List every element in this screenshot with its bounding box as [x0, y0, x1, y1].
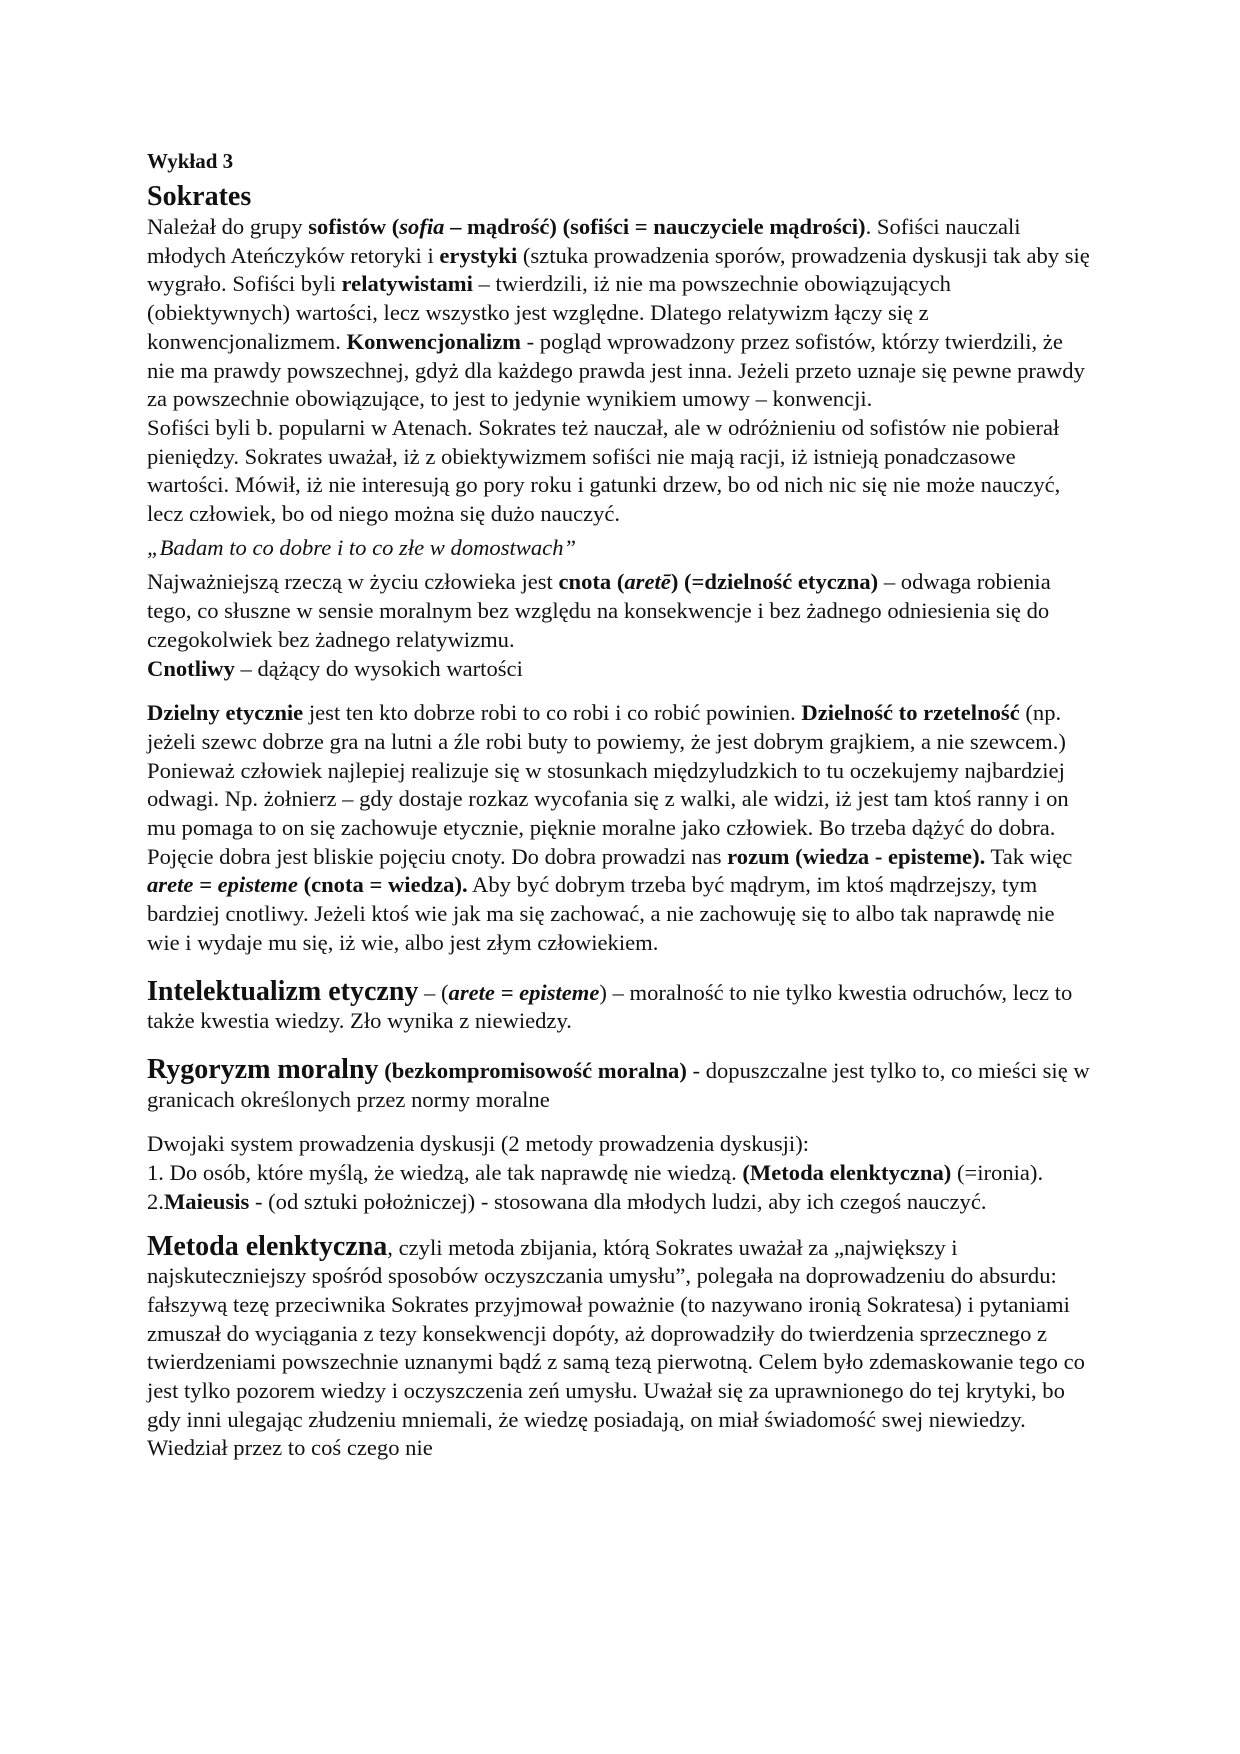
text-run: sofistów ( — [308, 214, 400, 239]
text-run: 1. Do osób, które myślą, że wiedzą, ale tak naprawdę nie wiedzą. — [147, 1160, 743, 1186]
list-item-elenctic — [147, 1159, 1092, 1188]
paragraph-moral-rigorism — [147, 1053, 1092, 1114]
text-run: Konwencjonalizm — [346, 328, 521, 354]
text-run: (np. jeżeli szewc dobrze gra na lutni a źle robi buty to powiemy, że jest dobrym grajkiem, a nie szewcem.) Ponieważ człowiek najlepiej realizuje się w stosunkach międzyludzkich to tu oczekujemy najbardziej odwagi. Np. żołnierz – gdy dostaje rozkaz wycofania się z walki, ale widzi, iż jest tam ktoś ranny i on mu pomaga to on się zachowuje etycznie, pięknie moralne jako człowiek. Bo trzeba dążyć do dobra. Pojęcie dobra jest bliskie pojęciu cnoty. Do dobra prowadzi nas — [147, 700, 1069, 869]
text-run: ) – moralność to nie tylko kwestia odruchów, lecz to także kwestia wiedzy. Zło wynika z niewiedzy. — [147, 979, 1073, 1034]
text-run: - (od sztuki położniczej) - stosowana dla młodych ludzi, aby ich czegoś nauczyć. — [249, 1188, 987, 1214]
text-run: aretē — [624, 569, 671, 595]
text-run: Metoda elenktyczna — [147, 1230, 388, 1262]
text-run: 2. — [147, 1188, 164, 1214]
text-run: cnota ( — [558, 569, 625, 595]
text-run: arete = episteme — [147, 872, 298, 898]
text-run: Intelektualizm etyczny — [147, 975, 419, 1007]
text-run: – — [444, 214, 468, 239]
text-run: – odwaga robienia tego, co słuszne w sensie moralnym bez względu na konsekwencje i bez żadnego odniesienia się do czegokolwiek bez żadnego relatywizmu. — [147, 569, 1051, 652]
text-run: Najważniejszą rzeczą w życiu człowieka jest — [147, 569, 559, 595]
quote: „Badam to co dobre i to co złe w domostwach” — [147, 534, 577, 560]
paragraph-ethical-intellectualism — [147, 975, 1092, 1036]
text-run: Tak więc — [985, 843, 1073, 869]
paragraph-virtue — [147, 568, 1092, 654]
text-run: Aby być dobrym trzeba być mądrym, im ktoś mądrzejszy, tym bardziej cnotliwy. Jeżeli ktoś wie jak ma się zachować, a nie zachowuję się to albo tak naprawdę nie wie i wydaje mu się, iż wie, albo jest złym człowiekiem. — [147, 872, 1055, 955]
text-run: . Sofiści nauczali młodych Ateńczyków retoryki i — [147, 214, 1021, 268]
text-run: , czyli metoda zbijania, którą Sokrates uważał za „największy i najskuteczniejszy spośród sposobów oczyszczania umysłu”, polegała na doprowadzeniu do absurdu: fałszywą tezę przeciwnika Sokrates przyjmował poważnie (to nazywano ironią Sokratesa) i pytaniami zmuszał do wyciągania z tezy konsekwencji dopóty, aż doprowadziły do twierdzenia sprzecznego z twierdzeniami powszechnie uznanymi bądź z samą tezą pierwotną. Celem było zdemaskowanie tego co jest tylko pozorem wiedzy i oczyszczenia zeń umysłu. Uważał się za uprawnionego do tej krytyki, bo gdy inni ulegając złudzeniu mniemali, że wiedzę posiadają, on miał świadomość swej niewiedzy. Wiedział przez to coś czego nie — [147, 1234, 1085, 1461]
page-title: Sokrates — [147, 181, 252, 212]
paragraph-virtuous — [147, 655, 1092, 684]
text-run: – dążący do wysokich wartości — [234, 655, 523, 681]
text-run: (Metoda elenktyczna) — [742, 1160, 952, 1186]
paragraph-socrates-teaching: Sofiści byli b. popularni w Atenach. Sokrates też nauczał, ale w odróżnieniu od sofistów nie pobierał pieniędzy. Sokrates uważał, iż z obiektywizmem sofiści nie mają racji, iż istnieją ponadczasowe wartości. Mówił, iż nie interesują go pory roku i gatunki drzew, bo od nich nic się nie może nauczyć, lecz człowiek, bo od niego można się dużo nauczyć. — [147, 414, 1061, 527]
text-run: - dopuszczalne jest tylko to, co mieści się w granicach określonych przez normy moralne — [147, 1057, 1090, 1112]
text-run: sofia — [399, 214, 445, 239]
text-run: Maieusis — [163, 1188, 250, 1214]
text-run: (=ironia). — [951, 1160, 1044, 1186]
text-run: – twierdzili, iż nie ma powszechnie obowiązujących (obiektywnych) wartości, lecz wszystko jest względne. Dlatego relatywizm łączy się z konwencjonalizmem. — [147, 271, 951, 354]
text-run: jest ten kto dobrze robi to co robi i co robić powinien. — [303, 700, 802, 726]
text-run: Cnotliwy — [147, 655, 235, 681]
text-run: - pogląd wprowadzony przez sofistów, którzy twierdzili, że nie ma prawdy powszechnej, gdyż dla każdego prawda jest inna. Jeżeli przeto uznaje się pewne prawdy za powszechnie obowiązujące, to jest to jedynie wynikiem umowy – konwencji. — [147, 328, 1085, 412]
text-run: mądrość) (sofiści = nauczyciele mądrości) — [467, 214, 866, 239]
document-body — [147, 148, 1092, 1463]
text-run: Dzielny etycznie — [147, 700, 304, 726]
text-run: rozum (wiedza - episteme). — [727, 843, 986, 869]
text-run: Rygoryzm moralny — [147, 1053, 379, 1085]
text-run: (sztuka prowadzenia sporów, prowadzenia dyskusji tak aby się wygrało. Sofiści byli — [147, 242, 1090, 297]
paragraph-ethical-bravery — [147, 699, 1092, 957]
text-run: (bezkompromisowość moralna) — [384, 1057, 687, 1083]
lecture-heading: Wykład 3 — [147, 149, 234, 173]
text-run: erystyki — [439, 242, 518, 268]
paragraph-elenctic-method — [147, 1230, 1092, 1464]
paragraph-sophists — [147, 213, 1092, 414]
text-run: Należał do grupy — [147, 214, 309, 239]
list-item-maieusis — [147, 1188, 1092, 1217]
text-run: arete = episteme — [448, 979, 600, 1005]
text-run: (cnota = wiedza). — [303, 872, 468, 898]
text-run: relatywistami — [341, 271, 473, 297]
text-run: ) (=dzielność etyczna) — [670, 569, 879, 595]
text-run: – ( — [418, 979, 449, 1005]
text-run: Dzielność to rzetelność — [801, 700, 1020, 726]
paragraph-discussion-systems: Dwojaki system prowadzenia dyskusji (2 metody prowadzenia dyskusji): — [147, 1131, 809, 1157]
